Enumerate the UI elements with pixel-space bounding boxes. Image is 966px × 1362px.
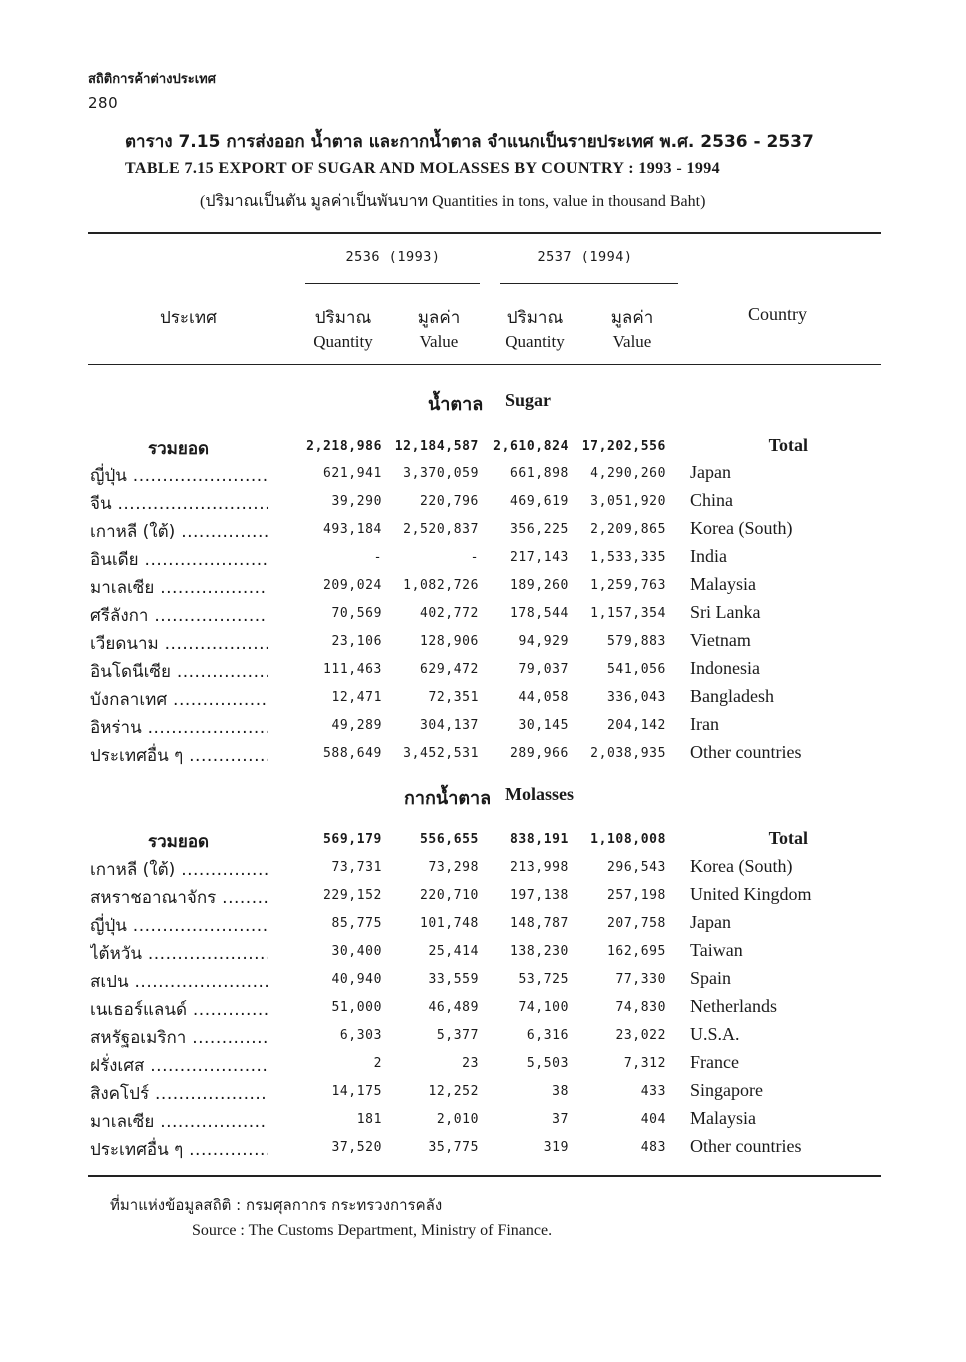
quantity-1993: 85,775: [331, 916, 382, 931]
value-1993: 23: [462, 1056, 479, 1071]
table-row: [90, 714, 820, 742]
quantity-1993-header-thai: ปริมาณ: [314, 308, 372, 328]
table-row: [90, 462, 820, 490]
row-country-english: Netherlands: [690, 996, 777, 1016]
row-country-english: Sri Lanka: [690, 602, 761, 622]
quantity-1994: 356,225: [510, 522, 569, 537]
quantity-1994: 289,966: [510, 746, 569, 761]
quantity-1993: 2,218,986: [306, 439, 382, 454]
quantity-1994: 53,725: [518, 972, 569, 987]
table-row: [90, 686, 820, 714]
quantity-1993: 14,175: [331, 1084, 382, 1099]
quantity-1994: 2,610,824: [493, 439, 569, 454]
value-1994: 336,043: [607, 690, 666, 705]
sugar-total-row: [90, 435, 820, 463]
header-bottom-rule: [88, 364, 881, 365]
value-1993: 5,377: [436, 1028, 479, 1043]
value-1993: 556,655: [420, 832, 479, 847]
row-country-thai: มาเลเซีย .....: [90, 1108, 268, 1135]
quantity-1993: 37,520: [331, 1140, 382, 1155]
row-country-thai: เวียดนาม .....: [90, 630, 268, 657]
table-row: [90, 856, 820, 884]
publication-title: สถิติการค้าต่างประเทศ: [88, 72, 216, 87]
quantity-1994: 197,138: [510, 888, 569, 903]
quantity-1994: 38: [552, 1084, 569, 1099]
row-country-thai: ประเทศอื่น ๆ .....: [90, 742, 268, 769]
table-row: [90, 996, 820, 1024]
value-1994: 77,330: [615, 972, 666, 987]
value-1993: 1,082,726: [403, 578, 479, 593]
row-country-thai: รวมยอด: [148, 832, 210, 852]
table-row: [90, 742, 820, 770]
table-bottom-rule: [88, 1175, 881, 1177]
value-1994: 296,543: [607, 860, 666, 875]
row-country-english: Vietnam: [690, 630, 751, 650]
value-1993: 101,748: [420, 916, 479, 931]
quantity-1993: 23,106: [331, 634, 382, 649]
quantity-1994: 94,929: [518, 634, 569, 649]
value-1994: 17,202,556: [581, 439, 666, 454]
quantity-1993: 111,463: [323, 662, 382, 677]
quantity-1994: 178,544: [510, 606, 569, 621]
value-1994: 4,290,260: [590, 466, 666, 481]
row-country-thai: อิหร่าน .....: [90, 714, 268, 741]
row-country-thai: สิงคโปร์ .....: [90, 1080, 268, 1107]
country-header-thai: ประเทศ: [160, 308, 217, 328]
table-row: [90, 1052, 820, 1080]
value-1993: 3,370,059: [403, 466, 479, 481]
row-country-thai: สหรัฐอเมริกา .....: [90, 1024, 268, 1051]
row-country-thai: ไต้หวัน .....: [90, 940, 268, 967]
row-country-english: Indonesia: [690, 658, 760, 678]
row-country-english: Spain: [690, 968, 732, 988]
quantity-1994: 148,787: [510, 916, 569, 931]
sugar-heading-thai: น้ำตาล: [428, 394, 484, 415]
row-country-thai: รวมยอด: [148, 439, 210, 459]
molasses-total-row: [90, 828, 820, 856]
row-country-thai: ศรีลังกา .....: [90, 602, 268, 629]
table-title-english: TABLE 7.15 EXPORT OF SUGAR AND MOLASSES BY COUNTRY : 1993 - 1994: [125, 160, 721, 177]
row-country-english: Korea (South): [690, 856, 793, 876]
quantity-1993: 229,152: [323, 888, 382, 903]
row-country-thai: ประเทศอื่น ๆ .....: [90, 1136, 268, 1163]
value-1993: 128,906: [420, 634, 479, 649]
row-country-english: India: [690, 546, 727, 566]
table-row: [90, 1080, 820, 1108]
row-country-english: Other countries: [690, 742, 802, 762]
row-country-english: Iran: [690, 714, 719, 734]
row-country-english: Singapore: [690, 1080, 763, 1100]
row-country-thai: อินโดนีเซีย .....: [90, 658, 268, 685]
row-country-thai: สเปน .....: [90, 968, 268, 995]
row-country-english: Japan: [690, 912, 731, 932]
value-1993: 629,472: [420, 662, 479, 677]
value-1994: 579,883: [607, 634, 666, 649]
row-country-english: Bangladesh: [690, 686, 774, 706]
quantity-1993: 209,024: [323, 578, 382, 593]
row-country-thai: จีน .....: [90, 490, 268, 517]
table-row: [90, 1108, 820, 1136]
value-1993: 12,252: [428, 1084, 479, 1099]
quantity-1993: 569,179: [323, 832, 382, 847]
value-1993-header-english: Value: [419, 332, 459, 351]
value-1994: 3,051,920: [590, 494, 666, 509]
quantity-1993: 12,471: [331, 690, 382, 705]
row-country-thai: บังกลาเทศ .....: [90, 686, 268, 713]
value-1994: 23,022: [615, 1028, 666, 1043]
value-1993: 220,710: [420, 888, 479, 903]
quantity-1994: 661,898: [510, 466, 569, 481]
row-country-thai: เนเธอร์แลนด์ .....: [90, 996, 268, 1023]
row-country-thai: ญี่ปุ่น .....: [90, 462, 268, 489]
row-country-english: U.S.A.: [690, 1024, 740, 1044]
quantity-1994: 138,230: [510, 944, 569, 959]
table-top-rule: [88, 232, 881, 234]
source-english: Source : The Customs Department, Ministry of Finance.: [192, 1222, 553, 1239]
quantity-1994: 6,316: [526, 1028, 569, 1043]
row-country-thai: อินเดีย .....: [90, 546, 268, 573]
row-country-english: Japan: [690, 462, 731, 482]
row-country-thai: เกาหลี (ใต้) .....: [90, 518, 268, 545]
table-row: [90, 630, 820, 658]
quantity-1994: 5,503: [526, 1056, 569, 1071]
row-country-thai: ญี่ปุ่น .....: [90, 912, 268, 939]
source-thai: ที่มาแห่งข้อมูลสถิติ : กรมศุลกากร กระทรวงการคลัง: [110, 1196, 443, 1214]
table-row: [90, 1024, 820, 1052]
row-country-english: Korea (South): [690, 518, 793, 538]
value-1993-header-thai: มูลค่า: [417, 308, 461, 328]
table-row: [90, 490, 820, 518]
value-1993: 35,775: [428, 1140, 479, 1155]
row-country-thai: ฝรั่งเศส .....: [90, 1052, 268, 1079]
value-1994: 433: [640, 1084, 666, 1099]
quantity-1994: 74,100: [518, 1000, 569, 1015]
value-1994: 257,198: [607, 888, 666, 903]
value-1993: 72,351: [428, 690, 479, 705]
row-country-english: Other countries: [690, 1136, 802, 1156]
value-1994: 1,259,763: [590, 578, 666, 593]
value-1993: 3,452,531: [403, 746, 479, 761]
value-1993: 73,298: [428, 860, 479, 875]
table-row: [90, 912, 820, 940]
value-1993: 33,559: [428, 972, 479, 987]
quantity-1994: 213,998: [510, 860, 569, 875]
sugar-heading-english: Sugar: [505, 390, 552, 410]
quantity-1994: 30,145: [518, 718, 569, 733]
value-1993: 2,520,837: [403, 522, 479, 537]
quantity-1994: 319: [543, 1140, 569, 1155]
value-1994-header-english: Value: [612, 332, 652, 351]
value-1994: 74,830: [615, 1000, 666, 1015]
country-header-english: Country: [748, 304, 808, 324]
quantity-1993: 73,731: [331, 860, 382, 875]
row-country-english: France: [690, 1052, 739, 1072]
row-country-english: Malaysia: [690, 574, 756, 594]
table-row: [90, 518, 820, 546]
row-country-english: United Kingdom: [690, 884, 812, 904]
quantity-1993: 621,941: [323, 466, 382, 481]
quantity-1994: 37: [552, 1112, 569, 1127]
quantity-1994: 469,619: [510, 494, 569, 509]
quantity-1993: 2: [373, 1056, 382, 1071]
quantity-1993: 39,290: [331, 494, 382, 509]
table-row: [90, 968, 820, 996]
value-1993: 46,489: [428, 1000, 479, 1015]
molasses-heading-thai: กากน้ำตาล: [404, 788, 492, 809]
row-country-english: Total: [768, 435, 808, 455]
table-row: [90, 940, 820, 968]
row-country-english: China: [690, 490, 733, 510]
quantity-1993: 6,303: [339, 1028, 382, 1043]
quantity-1994: 44,058: [518, 690, 569, 705]
quantity-1993: 49,289: [331, 718, 382, 733]
table-units-note: (ปริมาณเป็นตัน มูลค่าเป็นพันบาท Quantities in tons, value in thousand Baht): [200, 193, 706, 210]
quantity-1993: -: [373, 550, 382, 565]
value-1994: 404: [640, 1112, 666, 1127]
value-1993: -: [470, 550, 479, 565]
quantity-1993: 588,649: [323, 746, 382, 761]
value-1994: 162,695: [607, 944, 666, 959]
table-title-thai: ตาราง 7.15 การส่งออก น้ำตาล และกากน้ำตาล จำแนกเป็นรายประเทศ พ.ศ. 2536 - 2537: [125, 132, 814, 152]
year-1994-header: 2537 (1994): [537, 249, 633, 265]
quantity-1993: 51,000: [331, 1000, 382, 1015]
quantity-1993: 70,569: [331, 606, 382, 621]
table-row: [90, 602, 820, 630]
value-1994: 2,038,935: [590, 746, 666, 761]
table-row: [90, 884, 820, 912]
quantity-1993-header-english: Quantity: [313, 332, 373, 351]
year-1993-header: 2536 (1993): [345, 249, 441, 265]
value-1993: 2,010: [436, 1112, 479, 1127]
quantity-1994-header-thai: ปริมาณ: [506, 308, 564, 328]
year2-underline: [500, 283, 678, 284]
table-row: [90, 1136, 820, 1164]
value-1994: 1,108,008: [590, 832, 666, 847]
value-1993: 12,184,587: [394, 439, 479, 454]
value-1993: 25,414: [428, 944, 479, 959]
row-country-english: Total: [768, 828, 808, 848]
value-1993: 220,796: [420, 494, 479, 509]
value-1993: 402,772: [420, 606, 479, 621]
quantity-1993: 40,940: [331, 972, 382, 987]
value-1994: 483: [640, 1140, 666, 1155]
value-1994: 7,312: [623, 1056, 666, 1071]
molasses-heading-english: Molasses: [505, 784, 574, 804]
quantity-1993: 30,400: [331, 944, 382, 959]
value-1994: 1,157,354: [590, 606, 666, 621]
quantity-1994: 189,260: [510, 578, 569, 593]
row-country-english: Taiwan: [690, 940, 743, 960]
row-country-thai: เกาหลี (ใต้) .....: [90, 856, 268, 883]
quantity-1993: 181: [356, 1112, 382, 1127]
table-row: [90, 658, 820, 686]
quantity-1994: 838,191: [510, 832, 569, 847]
quantity-1994: 79,037: [518, 662, 569, 677]
value-1994-header-thai: มูลค่า: [610, 308, 654, 328]
value-1994: 2,209,865: [590, 522, 666, 537]
page-number: 280: [88, 94, 119, 112]
value-1993: 304,137: [420, 718, 479, 733]
value-1994: 204,142: [607, 718, 666, 733]
row-country-thai: มาเลเซีย .....: [90, 574, 268, 601]
year1-underline: [305, 283, 480, 284]
quantity-1994-header-english: Quantity: [505, 332, 565, 351]
value-1994: 1,533,335: [590, 550, 666, 565]
value-1994: 207,758: [607, 916, 666, 931]
table-row: [90, 546, 820, 574]
quantity-1994: 217,143: [510, 550, 569, 565]
value-1994: 541,056: [607, 662, 666, 677]
table-row: [90, 574, 820, 602]
row-country-thai: สหราชอาณาจักร .....: [90, 884, 268, 911]
row-country-english: Malaysia: [690, 1108, 756, 1128]
quantity-1993: 493,184: [323, 522, 382, 537]
